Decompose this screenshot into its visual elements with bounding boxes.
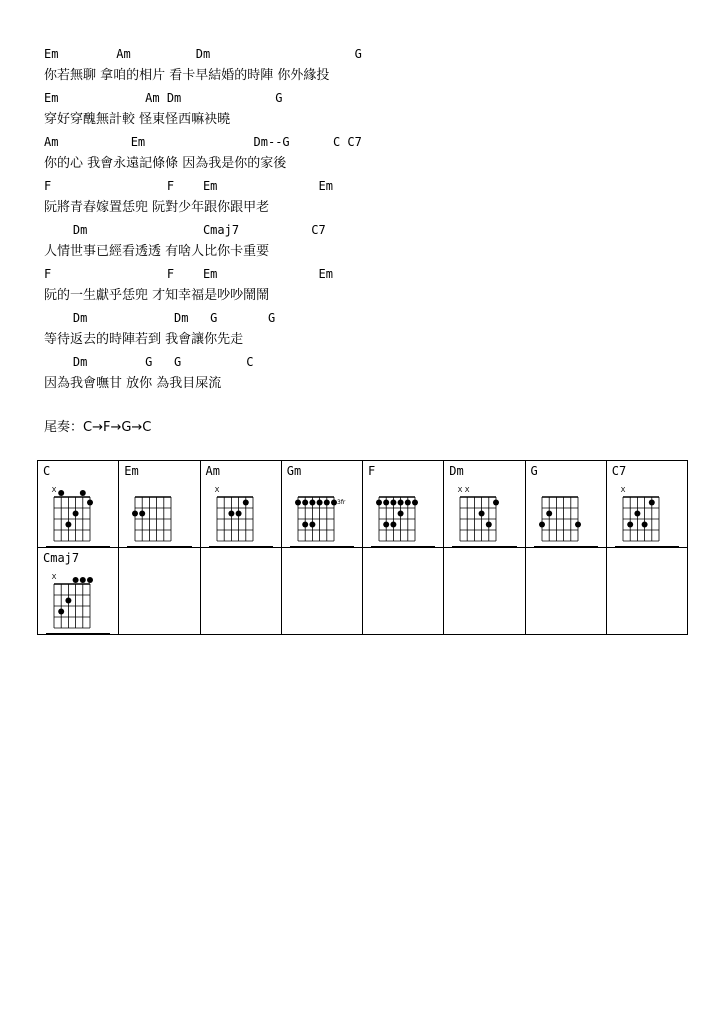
outro-line: 尾奏：C→F→G→C — [44, 420, 152, 435]
chord-cell — [281, 548, 362, 635]
finger-dot — [539, 522, 545, 528]
chord-row-2 — [38, 548, 688, 635]
chord-diagram — [290, 483, 360, 543]
finger-dot — [390, 500, 396, 506]
chord-name: C — [43, 464, 51, 478]
finger-dot — [73, 511, 79, 517]
mute-marker: X — [51, 573, 57, 581]
chord-cell — [38, 461, 119, 548]
finger-dot — [65, 598, 71, 604]
chord-cell — [606, 461, 687, 548]
chord-cell — [119, 548, 200, 635]
chord-cell — [525, 548, 606, 635]
chord-cell — [363, 461, 444, 548]
finger-dot — [486, 522, 492, 528]
chord-name: C7 — [611, 464, 627, 478]
chord-diagram — [127, 483, 197, 543]
finger-dot — [479, 511, 485, 517]
mute-marker: X — [465, 486, 470, 494]
lyric-line: 阮的一生獻乎恁兜 才知幸福是吵吵鬧鬧 — [44, 288, 270, 303]
lyric-line: 你的心 我會永遠記條條 因為我是你的家後 — [44, 156, 287, 171]
finger-dot — [242, 500, 248, 506]
mute-marker: X — [620, 486, 626, 494]
chord-diagram — [46, 570, 116, 630]
finger-dot — [73, 577, 79, 583]
finger-dot — [87, 577, 93, 583]
finger-dot — [309, 522, 315, 528]
chord-name: Gm — [286, 464, 302, 478]
chord-diagram — [534, 483, 604, 543]
chord-diagram — [452, 483, 522, 543]
finger-dot — [493, 500, 499, 506]
finger-dot — [80, 577, 86, 583]
lyric-line: 阮將青春嫁置恁兜 阮對少年跟你跟甲老 — [44, 200, 270, 215]
finger-dot — [324, 500, 330, 506]
finger-dot — [383, 500, 389, 506]
mute-marker: X — [457, 486, 463, 494]
chord-line: F F Em Em — [44, 267, 333, 281]
finger-dot — [316, 500, 322, 506]
finger-dot — [383, 522, 389, 528]
finger-dot — [58, 609, 64, 615]
chord-cell — [119, 461, 200, 548]
lyric-line: 穿好穿醜無計較 怪東怪西嘛袂曉 — [44, 112, 231, 127]
chord-row-1 — [38, 461, 688, 548]
chord-name: Am — [205, 464, 220, 478]
chord-line: F F Em Em — [44, 179, 333, 193]
chord-cell — [525, 461, 606, 548]
finger-dot — [58, 490, 64, 496]
finger-dot — [139, 511, 145, 517]
finger-dot — [302, 500, 308, 506]
chord-line: Dm Dm G G — [44, 311, 276, 325]
chord-name: Em — [124, 464, 139, 478]
finger-dot — [634, 511, 640, 517]
chord-cell — [200, 548, 281, 635]
chord-cell — [606, 548, 687, 635]
finger-dot — [302, 522, 308, 528]
finger-dot — [575, 522, 581, 528]
finger-dot — [295, 500, 301, 506]
chord-cell — [444, 461, 525, 548]
finger-dot — [627, 522, 633, 528]
lyric-line: 你若無聊 拿咱的相片 看卡早結婚的時陣 你外緣投 — [44, 68, 330, 83]
lyric-line: 等待返去的時陣若到 我會讓你先走 — [44, 332, 244, 347]
chord-cell — [281, 461, 362, 548]
finger-dot — [87, 500, 93, 506]
chord-cell — [38, 548, 119, 635]
finger-dot — [390, 522, 396, 528]
finger-dot — [412, 500, 418, 506]
fret-label: 3fr — [336, 499, 346, 506]
finger-dot — [649, 500, 655, 506]
chord-line: Dm Cmaj7 C7 — [44, 223, 326, 237]
chord-cell — [363, 548, 444, 635]
finger-dot — [405, 500, 411, 506]
lyric-line: 因為我會嘸甘 放你 為我目屎流 — [44, 376, 222, 391]
finger-dot — [398, 500, 404, 506]
chord-name: F — [368, 464, 376, 478]
chord-name: Dm — [449, 464, 464, 478]
chord-cell — [444, 548, 525, 635]
mute-marker: X — [214, 486, 219, 494]
mute-marker: X — [51, 486, 57, 494]
chord-name: G — [530, 464, 538, 478]
finger-dot — [546, 511, 552, 517]
chord-name: Cmaj7 — [43, 551, 80, 565]
cell-underline — [46, 633, 110, 634]
chord-diagram — [209, 483, 279, 543]
chord-line: Am Em Dm--G C C7 — [44, 135, 362, 149]
finger-dot — [309, 500, 315, 506]
chord-cell — [200, 461, 281, 548]
lyric-line: 人情世事已經看透透 有啥人比你卡重要 — [44, 244, 270, 259]
chord-line: Dm G G C — [44, 355, 254, 369]
finger-dot — [80, 490, 86, 496]
finger-dot — [132, 511, 138, 517]
finger-dot — [641, 522, 647, 528]
finger-dot — [376, 500, 382, 506]
chord-diagram-table — [37, 460, 688, 635]
finger-dot — [398, 511, 404, 517]
chord-line: Em Am Dm G — [44, 91, 283, 105]
chord-line: Em Am Dm G — [44, 47, 362, 61]
finger-dot — [65, 522, 71, 528]
chord-diagram — [615, 483, 685, 543]
finger-dot — [235, 511, 241, 517]
finger-dot — [228, 511, 234, 517]
chord-diagram — [46, 483, 116, 543]
chord-diagram — [371, 483, 441, 543]
